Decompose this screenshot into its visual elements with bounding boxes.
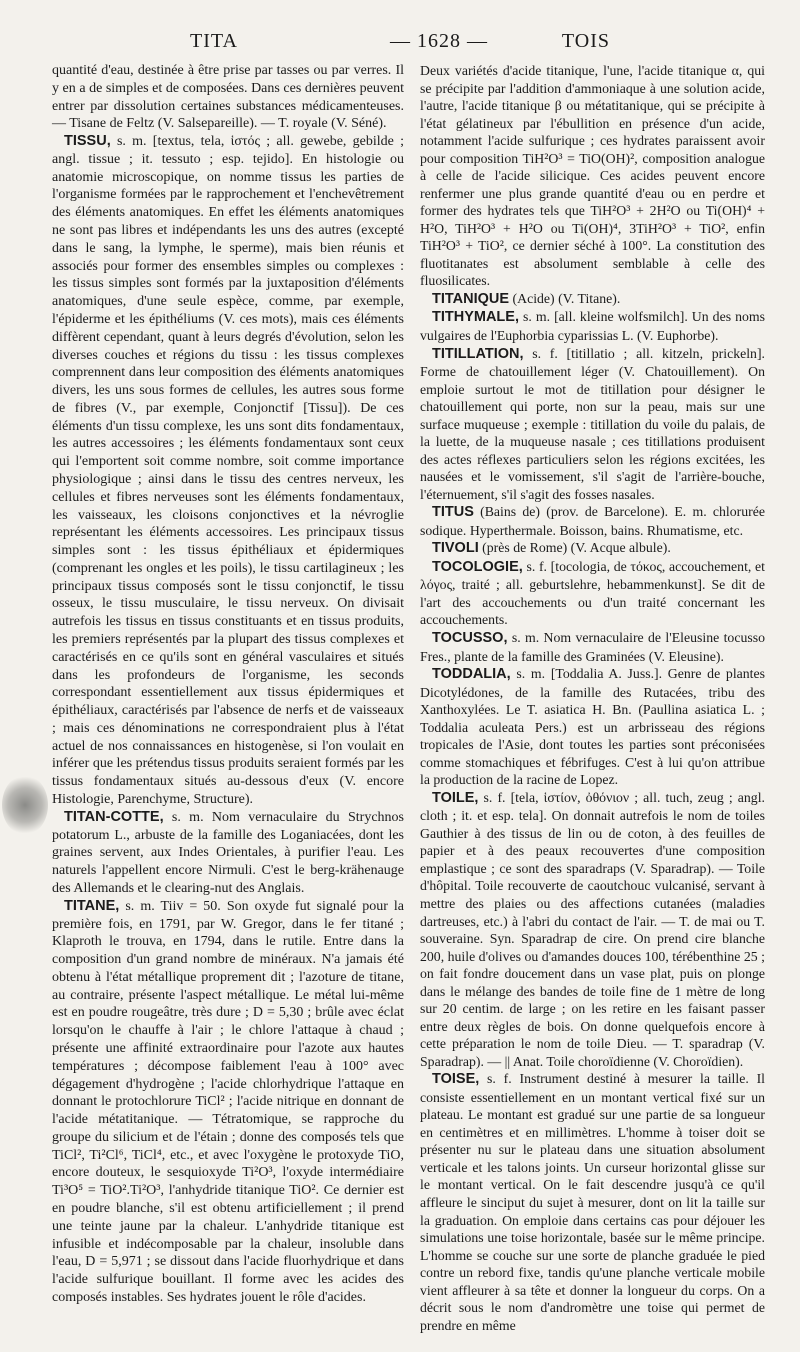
right-column: [420, 62, 765, 1334]
entry-body: (Acide) (V. Titane).: [509, 290, 621, 306]
headword: TOCOLOGIE,: [432, 558, 523, 575]
entry-body: s. m. [Toddalia A. Juss.]. Genre de plantes Dicotylédones, de la famille des Rutacées, tribu des Xanthoxylées. Le T. asiatica H. Bn. (Paullina asiatica L. ; Toddalia aculeata Pers.) est un arbrisseau des régions tropicales de l'Asie, dont toutes les parties sont préconisées comme stomachiques et fébrifuges. C'est à lui qu'on attribue la production de la racine de Lopez.: [420, 666, 765, 788]
entry-body: s. f. [titillatio ; all. kitzeln, prickeln]. Forme de chatouillement léger (V. Chatouillement). On emploie surtout le mot de titillation pour désigner le chatouillement qui porte, non sur la peau, mais sur une surface muqueuse ; exemple : titillation du voile du palais, de la luette, de la muqueuse nasale ; ces titillations produisent des actes réflexes particuliers selon les régions excitées, les nausées et le vomissement, s'il s'agit de l'arrière-bouche, l'éternuement, s'il s'agit des fosses nasales.: [420, 345, 765, 502]
entry-body: s. m. Nom vernaculaire de l'Eleusine tocusso Fres., plante de la famille des Graminées (V. Eleusine).: [420, 630, 765, 664]
headword: TITUS: [432, 504, 474, 521]
entry-titane: [52, 898, 404, 1307]
headword: TITHYMALE,: [432, 309, 519, 326]
entry-titan-cotte: [52, 809, 404, 898]
entry-body: s. f. [tela, ἱστίον, ὀθόνιον ; all. tuch, zeug ; angl. cloth ; it. et esp. tela]. On donnait autrefois le nom de toiles Gauthier à des tissus de lin ou de coton, à des feuilles de papier et à des peaux recouvertes d'une composition emplastique ; ce sont des sparadraps (V. Sparadrap). — Toile d'hôpital. Toile recouverte de caoutchouc vulcanisé, servant à mettre des plaies ou des affections cutanées (maladies dartreuses, etc.) à l'abri du contact de l'air. — T. de mai ou T. souveraine. Syn. Sparadrap de cire. On prend cire blanche 200, huile d'olives ou d'amandes douces 100, térébenthine 25 ; on fait fondre doucement dans un vase plat, puis on plonge dans le mélange des bandes de toile fine de 1 mètre de long sur 20 centim. de large ; on les retire en les faisant passer entre deux règles de bois. On donne quelquefois encore à cette préparation le nom de toile Dieu. — T. sparadrap (V. Sparadrap). — || Anat. Toile choroïdienne (V. Choroïdien).: [420, 789, 765, 1069]
page-stain: [2, 775, 48, 835]
headword: TITILLATION,: [432, 345, 524, 362]
headword: TOILE,: [432, 789, 479, 806]
entry-tithymale: [420, 308, 765, 344]
headword: TOCUSSO,: [432, 630, 508, 646]
headword: TISSU,: [64, 133, 111, 150]
entry-text: Deux variétés d'acide titanique, l'une, l'acide titanique α, qui se précipite par l'addition d'ammoniaque à une solution acide, l'autre, l'acide titanique β ou métatitanique, qui se précipite à l'état gélatineux par l'ébullition en présence d'un acide, notamment l'acide sulfurique ; ces hydrates paraissent avoir pour composition TiH²O³ = TiO(OH)², composition analogue à celle de l'acide silicique. Ces acides peuvent encore renfermer une plus grande quantité d'eau ou en perdre et former des hydrates tels que TiH²O³ + 2H²O ou Ti(OH)⁴ + H²O, TiH²O³ + H²O ou Ti(OH)⁴, 3TiH²O³ + TiO², enfin TiH²O³ + TiO², ce dernier séché à 100°. La constitution des fluotitanates est absolument semblable à celle des fluosilicates.: [420, 63, 765, 289]
entry-body: s. f. Instrument destiné à mesurer la taille. Il consiste essentiellement en un montant vertical fixé sur un plateau. Le montant est gradué sur une partie de sa longueur en centimètres et en millimètres. L'homme à toiser doit se présenter nu sur le plateau dans une situation absolument verticale et les talons joints. Un curseur horizontal glisse sur le montant vertical. On le fait descendre jusqu'à ce qu'il affleure le sinciput du sujet à mesurer, dont on lit la taille sur la graduation. On emploie dans certains cas pour déjouer les simulations une toise horizontale, basée sur le même principe. L'homme se couche sur une sorte de planche graduée le pied contre un rebord fixe, tandis qu'une planche verticale mobile vient affleurer à sa tête et donner la longueur du corps. On a décrit sous le nom d'andromètre une toise qui permet de prendre en même: [420, 1071, 765, 1333]
entry-tocusso: [420, 629, 765, 665]
running-header: [50, 30, 760, 58]
entry-titillation: [420, 345, 765, 504]
headword: TITANE,: [64, 897, 120, 914]
header-right-word: TOIS: [561, 30, 610, 52]
entry-toile: [420, 789, 765, 1071]
page-number: — 1628 —: [390, 30, 488, 52]
entry-tocologie: [420, 558, 765, 629]
headword: TITAN-COTTE,: [64, 808, 164, 825]
entry-titanique: [420, 290, 765, 309]
entry-body: s. f. [tocologia, de τόκος, accouchement, et λόγος, traité ; all. geburtslehre, hebammenkunst]. Se dit de l'art des accouchements ou d'un traité concernant les accouchements.: [420, 558, 765, 628]
entry-toddalia: [420, 665, 765, 789]
entry-body: (près de Rome) (V. Acque albule).: [478, 540, 671, 556]
entry-body: s. m. [textus, tela, ἱστός ; all. gewebe, gebilde ; angl. tissue ; it. tessuto ; esp. tejido]. En histologie ou anatomie microscopique, on nomme tissus les parties de l'organisme formées par le rapprochement et l'enchevêtrement des éléments anatomiques. En effet les éléments anatomiques ne sont pas libres et indépendants les uns des autres (excepté dans le sang, la lymphe, le sperme), mais bien réunis et associés pour former des ensembles simples ou complexes : les tissus simples sont formés par la juxtaposition d'éléments anatomiques, d'une seule espèce, comme, par exemple, l'épiderme et les épithéliums (V. ces mots), mais ces éléments diffèrent cependant, quant à leurs degrés d'évolution, selon les diverses couches et régions du tissu : les tissus complexes comprennent dans leur composition des éléments anatomiques divers, les uns sous formes de cellules, les autres sous forme de fibres (V., par exemple, Conjonctif [Tissu]). De ces éléments d'un tissu complexe, les uns sont dits fondamentaux, les autres accessoires ; les éléments fondamentaux sont ceux qui l'emportent soit comme nombre, soit comme importance physiologique ; ainsi dans le tissu des centres nerveux, les cellules et fibres nerveuses sont les éléments fondamentaux, les vaisseaux, les cloisons conjonctives et la névroglie représentant les éléments accessoires. Les principaux tissus simples sont : les tissus épithéliaux et épidermiques (comprenant les ongles et les poils), le tissu cartilagineux ; les principaux tissus composés sont le tissu conjonctif, le tissu osseux, le tissu musculaire, le tissu nerveux. On divisait autrefois les tissus en tissus constituants et en tissus produits, les premiers représentés par la plupart des tissus complexes et caractérisés en ce qu'ils sont en général vasculaires et situés dans les profondeurs de l'organisme, les seconds correspondant essentiellement aux tissus épidermiques et épithéliaux, caractérisés par l'absence de nerfs et de vaisseaux ; mais ces dénominations ne correspondraient plus à l'état actuel de nos connaissances en histogenèse, si l'on voulait en inférer que les prétendus tissus produits seraient formés par les tissus fondamentaux situés au-dessous d'eux (V. encore Histologie, Parenchyme, Structure).: [52, 134, 404, 808]
header-left-word: TITA: [190, 30, 238, 52]
headword: TOISE,: [432, 1071, 480, 1088]
entry-body: (Bains de) (prov. de Barcelone). E. m. chlorurée sodique. Hyperthermale. Boisson, bains. Rhumatisme, etc.: [420, 504, 765, 538]
left-column: [52, 62, 404, 1307]
entry-text: quantité d'eau, destinée à être prise par tasses ou par verres. Il y en a de simples et de composées. Dans ces dernières peuvent entrer par dissolution certaines substances médicamenteuses. — Tisane de Feltz (V. Salsepareille). — T. royale (V. Séné).: [52, 63, 404, 132]
entry-titus: [420, 503, 765, 539]
entry-body: s. m. [all. kleine wolfsmilch]. Un des noms vulgaires de l'Euphorbia cyparissias L. (V. Euphorbe).: [420, 309, 765, 343]
headword: TODDALIA,: [432, 666, 511, 683]
headword: TIVOLI: [432, 540, 479, 557]
entry-tissu: [52, 133, 404, 809]
entry-tivoli: [420, 539, 765, 558]
headword: TITANIQUE: [432, 290, 510, 307]
entry-body: s. m. Nom vernaculaire du Strychnos potatorum L., arbuste de la famille des Loganiacées, dont les graines servent, aux Indes Orientales, à purifier l'eau. Les naturels l'appellent encore Nirmuli. C'est le berg-krähenauge des Allemands et le clearing-nut des Anglais.: [52, 809, 404, 896]
entry-body: s. m. Tiiv = 50. Son oxyde fut signalé pour la première fois, en 1791, par W. Gregor, dans le fer titané ; Klaproth le trouva, en 1794, dans le rutile. Entre dans la composition d'un grand nombre de minéraux. N'a jamais été obtenu à l'état métallique proprement dit ; l'azoture de titane, au contraire, présente l'aspect métallique. Le métal lui-même est en poudre rougeâtre, très dure ; D = 5,30 ; brûle avec éclat lorsqu'on le chauffe à l'air ; le chlore l'attaque à chaud ; présente une affinité extraordinaire pour l'azote aux hautes températures ; décompose faiblement l'eau à 100° avec dégagement d'hydrogène ; l'acide chlorhydrique l'attaque en donnant le protochlorure TiCl² ; l'acide nitrique en donnant de l'acide métatitanique. — Tétratomique, se rapproche du groupe du silicium et de l'étain ; donne des composés tels que TiCl², Ti²Cl⁶, TiCl⁴, etc., et avec l'oxygène le protoxyde TiO, encore douteux, le sesquioxyde Ti²O³, l'oxyde intermédiaire Ti³O⁵ = TiO².Ti²O³, l'anhydride titanique TiO². Ce dernier est en poudre blanche, s'il est obtenu artificiellement ; il prend une teinte jaune par la chaleur. L'anhydride titanique est infusible et indécomposable par la chaleur, insoluble dans l'eau, D = 5,971 ; se dissout dans l'acide fluorhydrique et dans l'acide sulfurique bouillant. Il forme avec les acides des composés instables. Ses hydrates jouent le rôle d'acides.: [52, 898, 404, 1305]
entry-toise: [420, 1070, 765, 1334]
